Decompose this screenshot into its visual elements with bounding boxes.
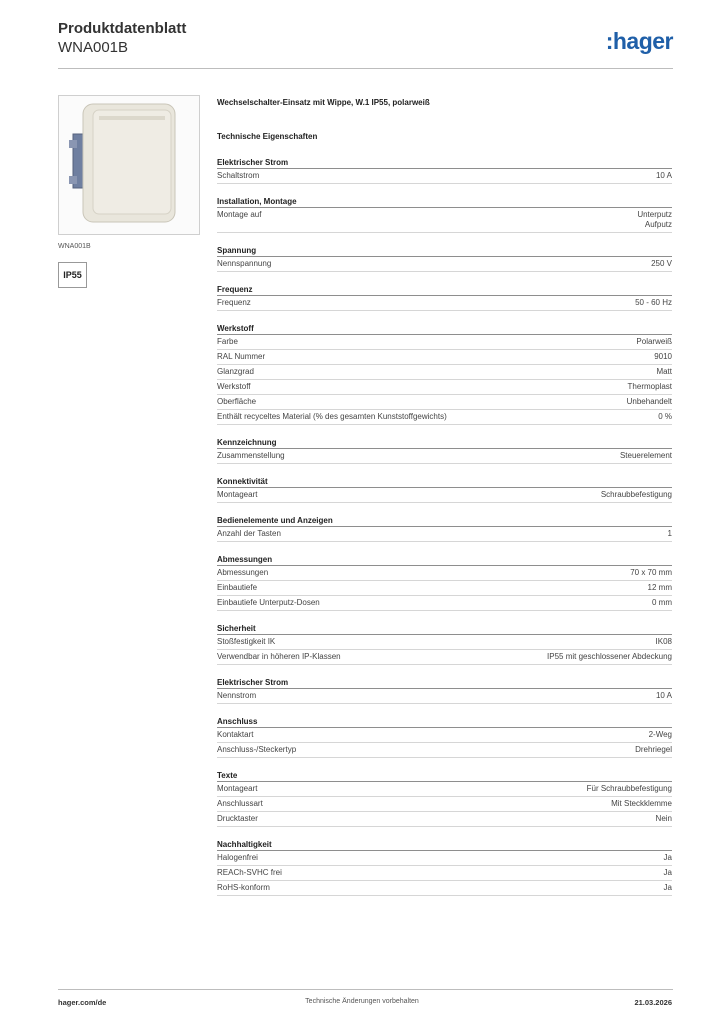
property-value bbox=[658, 412, 672, 422]
property-label: RAL Nummer bbox=[217, 352, 266, 361]
footer-disclaimer: Technische Änderungen vorbehalten bbox=[305, 998, 419, 1005]
property-row bbox=[217, 812, 672, 827]
group-title: Werkstoff bbox=[217, 323, 672, 335]
property-value-line: 0 mm bbox=[652, 598, 672, 607]
property-value-line: Matt bbox=[656, 367, 672, 376]
product-code: WNA001B bbox=[58, 39, 129, 56]
property-label: Anschlussart bbox=[217, 799, 263, 808]
property-value bbox=[668, 529, 672, 539]
ip-rating-badge: IP55 bbox=[58, 262, 87, 288]
group-title: Sicherheit bbox=[217, 623, 672, 635]
header-divider bbox=[58, 68, 673, 69]
property-label: Montage auf bbox=[217, 210, 262, 219]
group-title: Konnektivität bbox=[217, 476, 672, 488]
property-value bbox=[656, 637, 672, 647]
property-row bbox=[217, 581, 672, 596]
group-title: Installation, Montage bbox=[217, 196, 672, 208]
property-group bbox=[217, 554, 672, 611]
property-row bbox=[217, 851, 672, 866]
property-value-line: 12 mm bbox=[647, 583, 672, 592]
property-value-line: Unterputz bbox=[637, 210, 672, 219]
property-row bbox=[217, 782, 672, 797]
property-row bbox=[217, 380, 672, 395]
property-group bbox=[217, 437, 672, 464]
property-label: Stoßfestigkeit IK bbox=[217, 637, 276, 646]
hager-logo bbox=[606, 28, 673, 55]
property-value-line: 1 bbox=[667, 529, 672, 538]
property-value-line: 9010 bbox=[654, 352, 672, 361]
property-value bbox=[652, 598, 672, 608]
property-row bbox=[217, 635, 672, 650]
property-value bbox=[664, 883, 672, 893]
group-title: Frequenz bbox=[217, 284, 672, 296]
property-row bbox=[217, 527, 672, 542]
property-value bbox=[611, 799, 672, 809]
property-row bbox=[217, 296, 672, 311]
property-row bbox=[217, 365, 672, 380]
property-value-line: Drehriegel bbox=[635, 745, 672, 754]
property-value-line: Aufputz bbox=[644, 220, 672, 229]
property-value bbox=[636, 337, 672, 347]
property-value-line: 0 % bbox=[658, 412, 672, 421]
property-value-line: Für Schraubbefestigung bbox=[586, 784, 672, 793]
property-group bbox=[217, 323, 672, 425]
property-label: Nennstrom bbox=[217, 691, 257, 700]
property-row bbox=[217, 650, 672, 665]
property-value bbox=[656, 367, 672, 377]
footer-date: 21.03.2026 bbox=[634, 998, 672, 1007]
property-label: Kontaktart bbox=[217, 730, 254, 739]
property-value bbox=[627, 397, 672, 407]
property-value bbox=[587, 784, 672, 794]
property-value bbox=[654, 352, 672, 362]
technical-properties-heading: Technische Eigenschaften bbox=[217, 132, 318, 141]
property-value-line: 10 A bbox=[655, 691, 672, 700]
property-label: Schaltstrom bbox=[217, 171, 260, 180]
technical-content bbox=[217, 97, 672, 896]
property-group bbox=[217, 677, 672, 704]
property-value bbox=[651, 259, 672, 269]
property-label: Abmessungen bbox=[217, 568, 269, 577]
property-value-line: IK08 bbox=[655, 637, 672, 646]
property-group bbox=[217, 476, 672, 503]
property-value-line: Schraubbefestigung bbox=[600, 490, 672, 499]
property-value-line: 70 x 70 mm bbox=[630, 568, 672, 577]
property-value bbox=[630, 568, 672, 578]
property-row bbox=[217, 728, 672, 743]
property-label: Oberfläche bbox=[217, 397, 257, 406]
property-group bbox=[217, 284, 672, 311]
property-label: Nennspannung bbox=[217, 259, 272, 268]
property-group bbox=[217, 839, 672, 896]
property-row bbox=[217, 169, 672, 184]
property-row bbox=[217, 797, 672, 812]
property-value-line: Ja bbox=[663, 883, 672, 892]
property-row bbox=[217, 208, 672, 233]
property-row bbox=[217, 449, 672, 464]
property-label: Zusammenstellung bbox=[217, 451, 285, 460]
property-value bbox=[635, 745, 672, 755]
property-value-line: Ja bbox=[663, 868, 672, 877]
property-row bbox=[217, 743, 672, 758]
property-value-line: 50 - 60 Hz bbox=[635, 298, 672, 307]
property-group bbox=[217, 623, 672, 665]
property-value bbox=[664, 853, 672, 863]
property-group bbox=[217, 245, 672, 272]
footer-website-link[interactable]: hager.com/de bbox=[58, 998, 107, 1007]
property-label: Glanzgrad bbox=[217, 367, 254, 376]
property-label: REACh-SVHC frei bbox=[217, 868, 282, 877]
property-value-line: Nein bbox=[655, 814, 672, 823]
property-label: Montageart bbox=[217, 490, 258, 499]
property-row bbox=[217, 689, 672, 704]
property-value bbox=[637, 210, 672, 230]
property-value-line: 250 V bbox=[651, 259, 672, 268]
property-value-line: Thermoplast bbox=[627, 382, 672, 391]
property-value-line: Mit Steckklemme bbox=[611, 799, 672, 808]
property-label: Einbautiefe bbox=[217, 583, 258, 592]
property-value-line: Ja bbox=[663, 853, 672, 862]
property-group bbox=[217, 716, 672, 758]
product-image bbox=[58, 95, 200, 235]
property-row bbox=[217, 566, 672, 581]
property-value bbox=[628, 382, 672, 392]
property-value-line: 10 A bbox=[655, 171, 672, 180]
property-value-line: Polarweiß bbox=[636, 337, 672, 346]
property-value-line: 2-Weg bbox=[648, 730, 672, 739]
property-row bbox=[217, 257, 672, 272]
property-group bbox=[217, 770, 672, 827]
property-value bbox=[664, 868, 672, 878]
image-caption: WNA001B bbox=[58, 243, 91, 250]
property-label: Halogenfrei bbox=[217, 853, 258, 862]
group-title: Texte bbox=[217, 770, 672, 782]
property-value-line: Unbehandelt bbox=[626, 397, 672, 406]
property-value bbox=[656, 691, 672, 701]
property-row bbox=[217, 395, 672, 410]
property-value bbox=[648, 583, 672, 593]
property-value bbox=[649, 730, 672, 740]
property-row bbox=[217, 881, 672, 896]
property-label: Werkstoff bbox=[217, 382, 251, 391]
property-label: RoHS-konform bbox=[217, 883, 270, 892]
group-title: Kennzeichnung bbox=[217, 437, 672, 449]
product-description: Wechselschalter-Einsatz mit Wippe, W.1 IP55, polarweiß bbox=[217, 98, 430, 107]
property-value bbox=[601, 490, 672, 500]
property-value bbox=[635, 298, 672, 308]
property-row bbox=[217, 488, 672, 503]
property-label: Verwendbar in höheren IP-Klassen bbox=[217, 652, 341, 661]
property-row bbox=[217, 596, 672, 611]
property-label: Frequenz bbox=[217, 298, 251, 307]
group-title: Bedienelemente und Anzeigen bbox=[217, 515, 672, 527]
group-title: Anschluss bbox=[217, 716, 672, 728]
property-row bbox=[217, 335, 672, 350]
group-title: Spannung bbox=[217, 245, 672, 257]
group-title: Abmessungen bbox=[217, 554, 672, 566]
property-value bbox=[656, 171, 672, 181]
property-row bbox=[217, 866, 672, 881]
property-value-line: Steuerelement bbox=[619, 451, 672, 460]
property-value bbox=[620, 451, 672, 461]
property-label: Montageart bbox=[217, 784, 258, 793]
property-group bbox=[217, 196, 672, 233]
group-title: Elektrischer Strom bbox=[217, 677, 672, 689]
property-label: Farbe bbox=[217, 337, 238, 346]
property-groups bbox=[217, 157, 672, 896]
group-title: Elektrischer Strom bbox=[217, 157, 672, 169]
property-group bbox=[217, 515, 672, 542]
property-row bbox=[217, 350, 672, 365]
property-label: Anschluss-/Steckertyp bbox=[217, 745, 297, 754]
property-label: Drucktaster bbox=[217, 814, 258, 823]
property-label: Anzahl der Tasten bbox=[217, 529, 281, 538]
property-group bbox=[217, 157, 672, 184]
logo-prefix: : bbox=[605, 28, 613, 54]
property-value-line: IP55 mit geschlossener Abdeckung bbox=[547, 652, 672, 661]
property-row bbox=[217, 410, 672, 425]
logo-text: hager bbox=[612, 28, 673, 54]
property-label: Einbautiefe Unterputz-Dosen bbox=[217, 598, 320, 607]
page-header bbox=[58, 20, 673, 68]
property-value bbox=[656, 814, 672, 824]
footer-divider bbox=[58, 989, 673, 990]
property-label: Enthält recyceltes Material (% des gesamten Kunststoffgewichts) bbox=[217, 412, 447, 421]
switch-product-image bbox=[59, 96, 199, 234]
property-value bbox=[547, 652, 672, 662]
group-title: Nachhaltigkeit bbox=[217, 839, 672, 851]
document-title: Produktdatenblatt bbox=[58, 20, 187, 37]
